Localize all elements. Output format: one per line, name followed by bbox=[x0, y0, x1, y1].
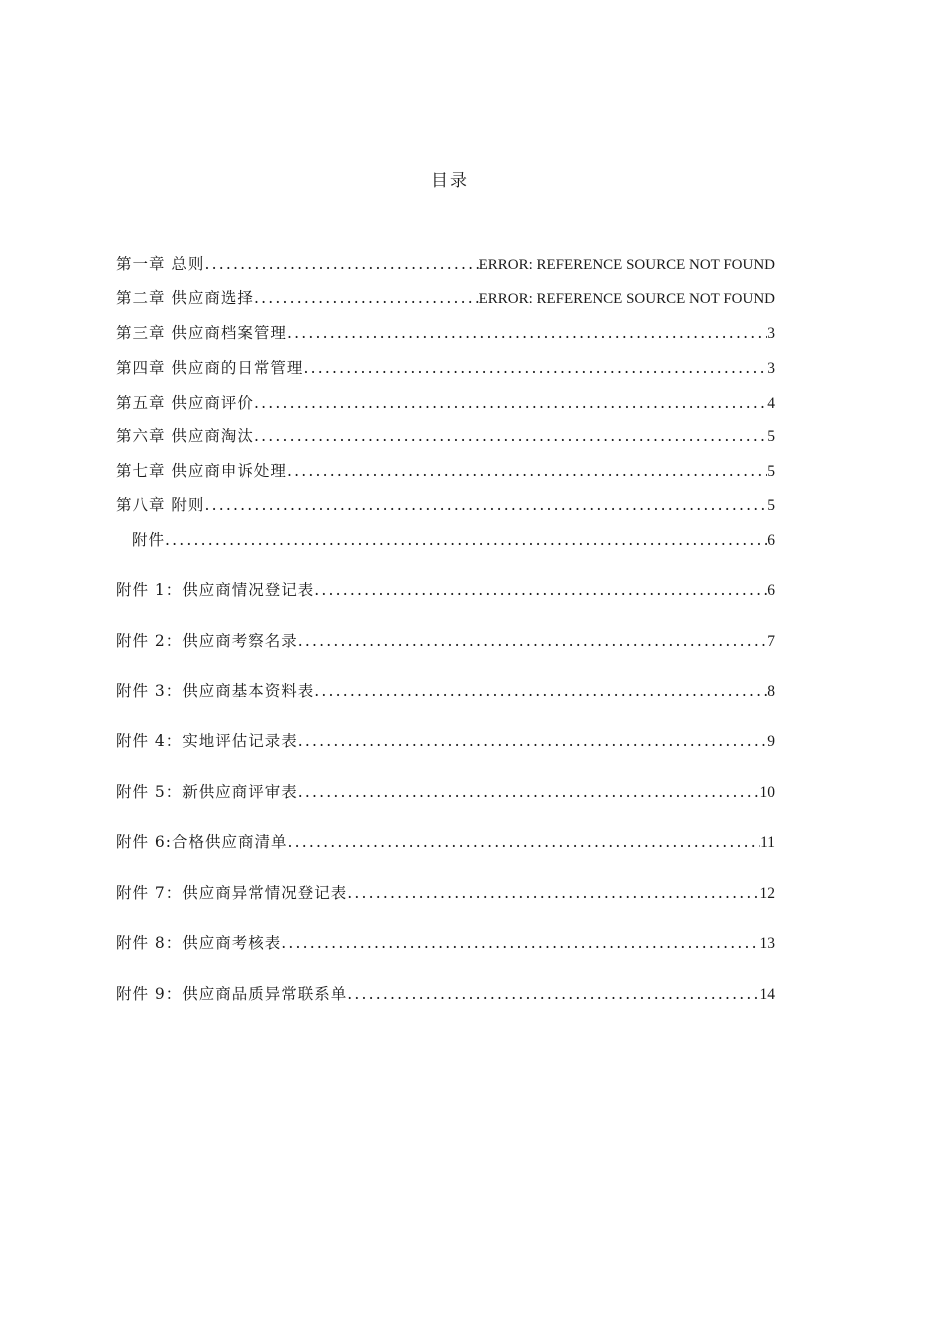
dot-leader bbox=[287, 460, 767, 482]
toc-entry-appendix-6[interactable] bbox=[116, 831, 775, 853]
toc-entry-label: 附件 7：供应商异常情况登记表 bbox=[116, 884, 348, 902]
toc-entry-chapter-6[interactable] bbox=[116, 425, 775, 447]
dot-leader bbox=[298, 781, 760, 803]
toc-entry-page: 9 bbox=[767, 733, 775, 750]
toc-entry-page: 3 bbox=[767, 325, 775, 342]
dot-leader bbox=[281, 932, 759, 954]
dot-leader bbox=[314, 579, 767, 601]
toc-entry-appendix-3[interactable] bbox=[116, 680, 775, 702]
toc-entry-chapter-5[interactable] bbox=[116, 392, 775, 414]
toc-entry-label: 附件 1：供应商情况登记表 bbox=[116, 581, 315, 599]
toc-entry-label: 第七章 供应商申诉处理 bbox=[116, 462, 287, 480]
toc-entry-page: 7 bbox=[767, 633, 775, 650]
toc-entry-page: ERROR: REFERENCE SOURCE NOT FOUND bbox=[478, 291, 775, 307]
toc-entry-appendix[interactable] bbox=[116, 529, 775, 551]
toc-entry-chapter-2[interactable] bbox=[116, 287, 775, 309]
toc-entry-appendix-9[interactable] bbox=[116, 983, 775, 1005]
dot-leader bbox=[298, 630, 767, 652]
dot-leader bbox=[204, 253, 478, 275]
toc-entry-appendix-5[interactable] bbox=[116, 781, 775, 803]
toc-entry-label: 附件 9：供应商品质异常联系单 bbox=[116, 985, 348, 1003]
toc-entry-appendix-2[interactable] bbox=[116, 630, 775, 652]
toc-entry-page: ERROR: REFERENCE SOURCE NOT FOUND bbox=[478, 257, 775, 273]
toc-entry-label: 第一章 总则 bbox=[116, 255, 205, 273]
toc-entry-appendix-4[interactable] bbox=[116, 730, 775, 752]
toc-entry-page: 5 bbox=[767, 463, 775, 480]
toc-entry-page: 11 bbox=[760, 834, 775, 851]
toc-entry-label: 附件 bbox=[132, 531, 166, 549]
toc-entry-label: 附件 3：供应商基本资料表 bbox=[116, 682, 315, 700]
dot-leader bbox=[254, 392, 767, 414]
toc-entry-appendix-1[interactable] bbox=[116, 579, 775, 601]
toc-entry-page: 14 bbox=[759, 986, 775, 1003]
dot-leader bbox=[254, 425, 767, 447]
toc-entry-chapter-3[interactable] bbox=[116, 322, 775, 344]
toc-entry-label: 附件 2：供应商考察名录 bbox=[116, 632, 298, 650]
toc-entry-page: 4 bbox=[767, 395, 775, 412]
toc-entry-chapter-7[interactable] bbox=[116, 460, 775, 482]
dot-leader bbox=[314, 680, 767, 702]
dot-leader bbox=[288, 831, 761, 853]
toc-entry-chapter-8[interactable] bbox=[116, 494, 775, 516]
dot-leader bbox=[347, 882, 759, 904]
toc-entry-label: 附件 4：实地评估记录表 bbox=[116, 732, 298, 750]
toc-entry-page: 6 bbox=[767, 582, 775, 599]
toc-entry-label: 附件 8：供应商考核表 bbox=[116, 934, 282, 952]
toc-entry-label: 第八章 附则 bbox=[116, 496, 205, 514]
toc-entry-appendix-8[interactable] bbox=[116, 932, 775, 954]
toc-entry-label: 第四章 供应商的日常管理 bbox=[116, 359, 304, 377]
toc-entry-label: 附件 5：新供应商评审表 bbox=[116, 783, 298, 801]
toc-entry-chapter-4[interactable] bbox=[116, 357, 775, 379]
toc-entry-label: 第三章 供应商档案管理 bbox=[116, 324, 287, 342]
dot-leader bbox=[298, 730, 767, 752]
toc-entry-page: 3 bbox=[767, 360, 775, 377]
toc-entry-label: 第五章 供应商评价 bbox=[116, 394, 254, 412]
toc-entry-appendix-7[interactable] bbox=[116, 882, 775, 904]
toc-entry-page: 5 bbox=[767, 497, 775, 514]
dot-leader bbox=[303, 357, 767, 379]
toc-entry-page: 8 bbox=[767, 683, 775, 700]
dot-leader bbox=[287, 322, 767, 344]
dot-leader bbox=[254, 287, 479, 309]
toc-entry-page: 12 bbox=[759, 885, 775, 902]
toc-title: 目录 bbox=[431, 171, 469, 191]
toc-entry-page: 5 bbox=[767, 428, 775, 445]
toc-entry-chapter-1[interactable] bbox=[116, 253, 775, 275]
toc-entry-label: 附件 6:合格供应商清单 bbox=[116, 833, 288, 851]
dot-leader bbox=[165, 529, 767, 551]
dot-leader bbox=[347, 983, 759, 1005]
toc-entry-label: 第二章 供应商选择 bbox=[116, 289, 254, 307]
toc-entry-page: 13 bbox=[759, 935, 775, 952]
toc-entry-label: 第六章 供应商淘汰 bbox=[116, 427, 254, 445]
toc-entry-page: 10 bbox=[759, 784, 775, 801]
dot-leader bbox=[204, 494, 767, 516]
toc-entry-page: 6 bbox=[767, 532, 775, 549]
